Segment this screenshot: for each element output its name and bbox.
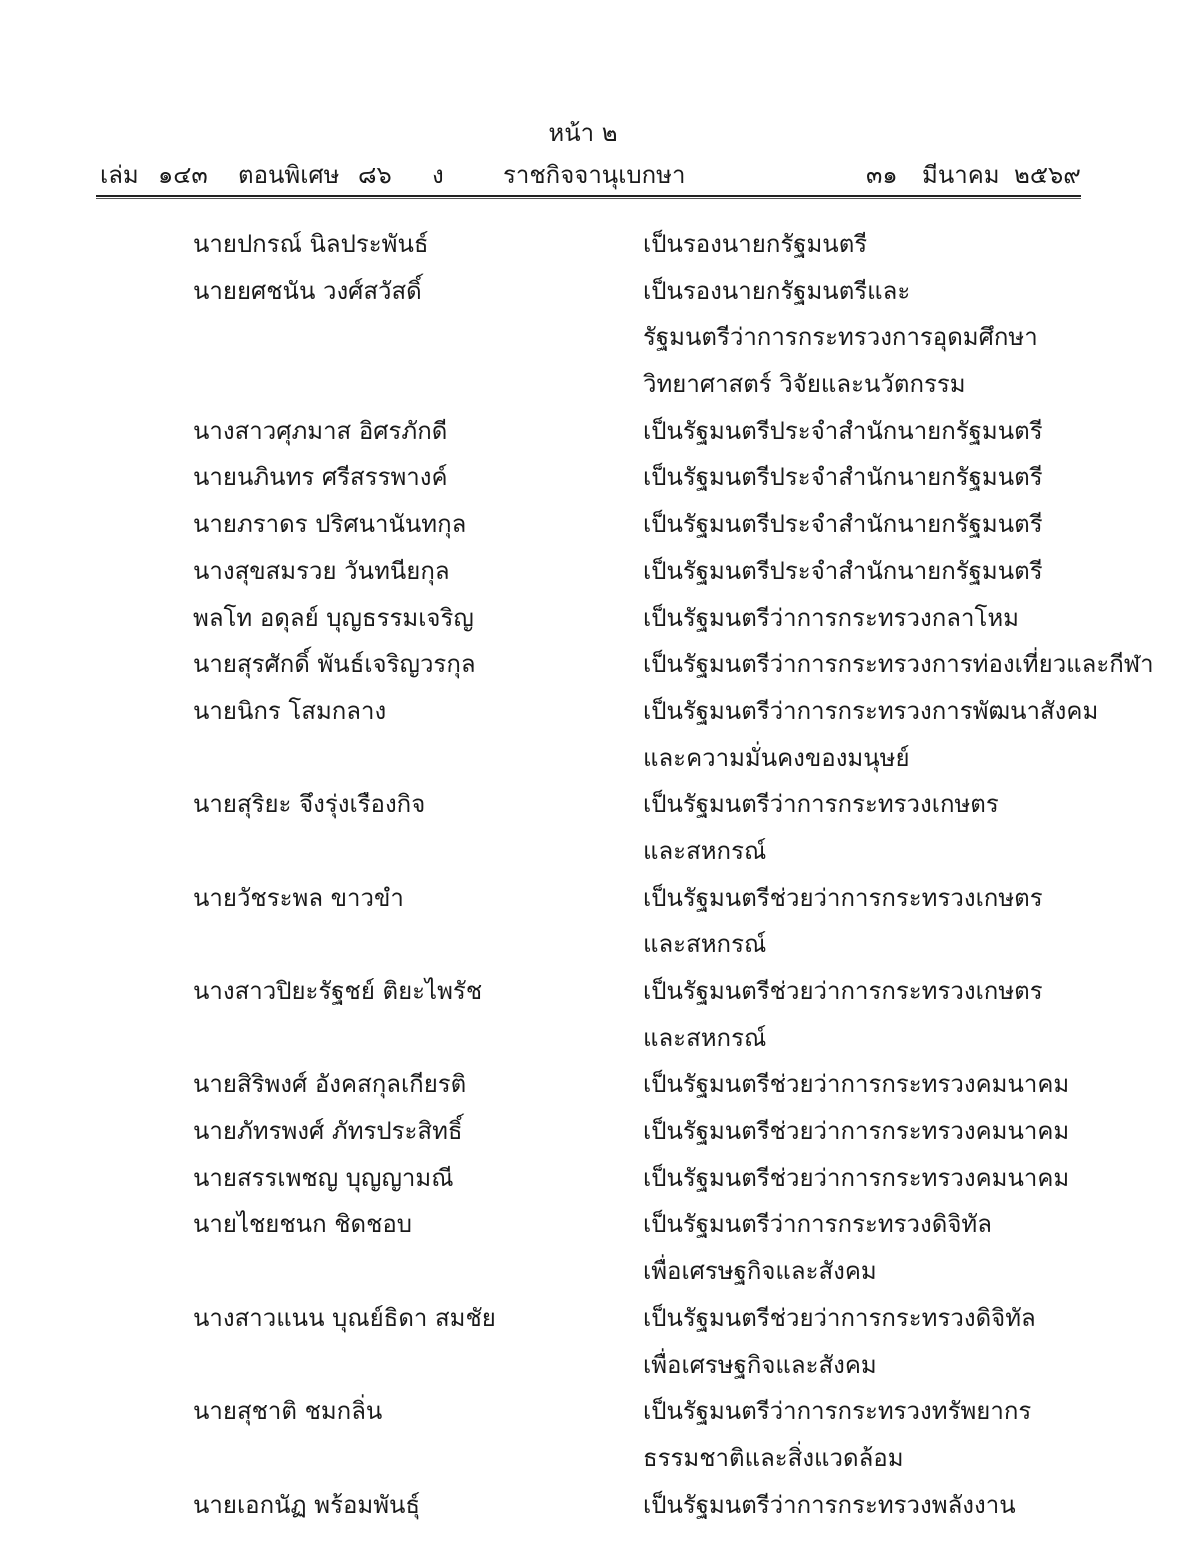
appointee-name: นายภราดร ปริศนานันทกุล <box>193 510 467 539</box>
appointee-position <box>643 1061 1069 1108</box>
volume-number: ๑๔๓ <box>158 161 208 189</box>
appointee-name: นายนิกร โสมกลาง <box>193 696 387 725</box>
appointment-entry <box>0 1155 1200 1202</box>
appointment-entry <box>0 1388 1200 1481</box>
appointment-entry <box>0 501 1200 548</box>
appointment-entry <box>0 408 1200 455</box>
appointee-position <box>643 781 999 874</box>
position-line: เพื่อเศรษฐกิจและสังคม <box>643 1257 877 1286</box>
position-line: วิทยาศาสตร์ วิจัยและนวัตกรรม <box>643 370 966 399</box>
position-line: เป็นรัฐมนตรีประจำสำนักนายกรัฐมนตรี <box>643 510 1043 539</box>
appointment-entry <box>0 781 1200 874</box>
appointee-position <box>643 454 1043 501</box>
appointee-name: นายภัทรพงศ์ ภัทรประสิทธิ์ <box>193 1117 463 1146</box>
appointee-name: นายไชยชนก ชิดชอบ <box>193 1210 413 1239</box>
position-line: เป็นรัฐมนตรีประจำสำนักนายกรัฐมนตรี <box>643 556 1043 585</box>
appointee-position <box>643 501 1043 548</box>
appointment-entry <box>0 968 1200 1061</box>
appointee-name: นายสิริพงศ์ อังคสกุลเกียรติ <box>193 1070 467 1099</box>
appointee-position <box>643 641 1154 688</box>
appointment-entry <box>0 1108 1200 1155</box>
appointment-entry <box>0 1061 1200 1108</box>
appointee-position <box>643 268 1038 408</box>
appointee-name: นางสาวแนน บุณย์ธิดา สมชัย <box>193 1303 496 1332</box>
appointee-name: พลโท อดุลย์ บุญธรรมเจริญ <box>193 603 474 632</box>
position-line: เป็นรัฐมนตรีว่าการกระทรวงการพัฒนาสังคม <box>643 696 1099 725</box>
position-line: และความมั่นคงของมนุษย์ <box>643 743 910 772</box>
appointment-entry <box>0 641 1200 688</box>
appointment-entry <box>0 1295 1200 1388</box>
appointee-position <box>643 1155 1069 1202</box>
position-line: เป็นรัฐมนตรีว่าการกระทรวงการท่องเที่ยวและกีฬา <box>643 650 1154 679</box>
appointee-name: นายยศชนัน วงศ์สวัสดิ์ <box>193 276 422 305</box>
position-line: และสหกรณ์ <box>643 930 767 959</box>
position-line: เป็นรัฐมนตรีว่าการกระทรวงกลาโหม <box>643 603 1019 632</box>
position-line: เป็นรัฐมนตรีประจำสำนักนายกรัฐมนตรี <box>643 416 1043 445</box>
appointee-name: นายนภินทร ศรีสรรพางค์ <box>193 463 448 492</box>
page-number: หน้า ๒ <box>548 119 618 147</box>
appointee-position <box>643 1201 992 1294</box>
appointment-entry <box>0 1201 1200 1294</box>
position-line: รัฐมนตรีว่าการกระทรวงการอุดมศึกษา <box>643 323 1038 352</box>
appointee-position <box>643 548 1043 595</box>
position-line: เป็นรัฐมนตรีช่วยว่าการกระทรวงเกษตร <box>643 883 1043 912</box>
position-line: เป็นรัฐมนตรีช่วยว่าการกระทรวงคมนาคม <box>643 1117 1070 1146</box>
appointee-position <box>643 1388 1031 1481</box>
appointee-name: นางสาวปิยะรัฐชย์ ติยะไพรัช <box>193 977 483 1005</box>
position-line: เป็นรัฐมนตรีช่วยว่าการกระทรวงดิจิทัล <box>643 1303 1036 1332</box>
position-line: เป็นรัฐมนตรีช่วยว่าการกระทรวงคมนาคม <box>643 1163 1070 1192</box>
position-line: เป็นรัฐมนตรีประจำสำนักนายกรัฐมนตรี <box>643 463 1043 492</box>
position-line: เป็นรัฐมนตรีช่วยว่าการกระทรวงคมนาคม <box>643 1070 1070 1099</box>
appointee-position <box>643 1108 1069 1155</box>
appointee-name: นายวัชระพล ขาวขำ <box>193 883 404 912</box>
appointment-entry <box>0 688 1200 781</box>
volume-label: เล่ม <box>100 161 139 189</box>
position-line: และสหกรณ์ <box>643 1023 767 1052</box>
issue-number: ๘๖ <box>358 161 392 189</box>
position-line: เป็นรองนายกรัฐมนตรี <box>643 230 868 258</box>
appointment-entry <box>0 1482 1200 1529</box>
publication-title: ราชกิจจานุเบกษา <box>503 161 686 189</box>
appointment-entry <box>0 454 1200 501</box>
appointee-name: นางสาวศุภมาส อิศรภักดี <box>193 416 448 445</box>
appointee-position <box>643 595 1019 642</box>
appointment-list <box>0 221 1200 1528</box>
date-year: ๒๕๖๙ <box>1014 161 1081 189</box>
date-day: ๓๑ <box>866 161 898 189</box>
appointee-position <box>643 968 1043 1061</box>
appointee-position <box>643 1482 1016 1529</box>
position-line: ธรรมชาติและสิ่งแวดล้อม <box>643 1443 904 1472</box>
appointee-name: นายปกรณ์ นิลประพันธ์ <box>193 230 429 258</box>
appointee-position <box>643 408 1043 455</box>
position-line: เป็นรองนายกรัฐมนตรีและ <box>643 276 911 305</box>
appointee-name: นายสรรเพชญ บุญญามณี <box>193 1163 454 1192</box>
appointee-position <box>643 1295 1036 1388</box>
position-line: เป็นรัฐมนตรีว่าการกระทรวงพลังงาน <box>643 1490 1016 1519</box>
position-line: เพื่อเศรษฐกิจและสังคม <box>643 1350 877 1379</box>
position-line: เป็นรัฐมนตรีว่าการกระทรวงทรัพยากร <box>643 1397 1032 1426</box>
position-line: เป็นรัฐมนตรีว่าการกระทรวงดิจิทัล <box>643 1210 992 1239</box>
appointment-entry <box>0 875 1200 968</box>
appointee-name: นายสุชาติ ชมกลิ่น <box>193 1397 383 1426</box>
appointment-entry <box>0 595 1200 642</box>
appointee-name: นายสุรศักดิ์ พันธ์เจริญวรกุล <box>193 650 476 679</box>
date-month: มีนาคม <box>922 161 1000 189</box>
header-rule <box>96 195 1081 199</box>
section-letter: ง <box>432 161 444 189</box>
issue-label: ตอนพิเศษ <box>238 161 340 189</box>
position-line: เป็นรัฐมนตรีว่าการกระทรวงเกษตร <box>643 790 999 819</box>
appointee-name: นางสุขสมรวย วันทนียกุล <box>193 556 450 585</box>
appointment-entry <box>0 268 1200 408</box>
appointee-name: นายเอกนัฏ พร้อมพันธุ์ <box>193 1490 421 1519</box>
appointee-name: นายสุริยะ จึงรุ่งเรืองกิจ <box>193 790 426 819</box>
position-line: เป็นรัฐมนตรีช่วยว่าการกระทรวงเกษตร <box>643 977 1043 1005</box>
appointment-entry <box>0 221 1200 268</box>
position-line: และสหกรณ์ <box>643 836 767 865</box>
appointee-position <box>643 688 1098 781</box>
appointee-position <box>643 221 867 268</box>
appointee-position <box>643 875 1043 968</box>
appointment-entry <box>0 548 1200 595</box>
